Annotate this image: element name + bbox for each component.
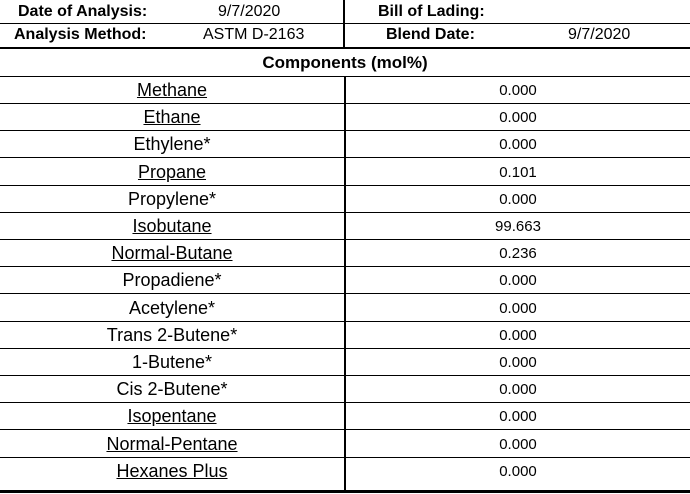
component-name bbox=[0, 403, 344, 430]
component-name bbox=[0, 349, 344, 376]
component-name-text: Trans 2-Butene* bbox=[106, 324, 238, 345]
component-value: 0.000 bbox=[499, 408, 537, 426]
component-name bbox=[0, 376, 344, 403]
component-value: 0.236 bbox=[499, 245, 537, 263]
component-name-text: Cis 2-Butene* bbox=[116, 379, 228, 400]
component-name-text: Propylene* bbox=[127, 188, 217, 209]
component-name bbox=[0, 458, 344, 485]
bill-of-lading-label: Bill of Lading: bbox=[378, 3, 485, 20]
component-name bbox=[0, 322, 344, 349]
blend-date-value: 9/7/2020 bbox=[568, 26, 631, 43]
components-title: Components (mol%) bbox=[262, 53, 428, 72]
header-column-divider bbox=[343, 0, 345, 49]
component-value: 0.000 bbox=[499, 272, 537, 290]
date-of-analysis-value: 9/7/2020 bbox=[218, 3, 281, 20]
component-value: 0.000 bbox=[499, 82, 537, 99]
component-value: 0.000 bbox=[499, 462, 537, 480]
component-value: 0.101 bbox=[499, 163, 537, 181]
component-name-text: Propane bbox=[137, 161, 207, 182]
component-value: 99.663 bbox=[495, 218, 541, 235]
component-name-text: Methane bbox=[136, 80, 208, 100]
header-divider bbox=[0, 23, 690, 24]
component-name-text: Ethane bbox=[143, 107, 201, 128]
table-column-divider bbox=[344, 77, 346, 492]
component-name bbox=[0, 77, 344, 104]
component-name bbox=[0, 159, 344, 186]
component-value: 0.000 bbox=[499, 190, 537, 208]
component-value: 0.000 bbox=[499, 381, 537, 399]
component-name bbox=[0, 267, 344, 294]
component-value: 0.000 bbox=[499, 435, 537, 453]
analysis-method-value: ASTM D-2163 bbox=[203, 26, 305, 43]
table-bottom-border bbox=[0, 490, 690, 493]
component-name-text: Acetylene* bbox=[128, 297, 216, 318]
component-value: 0.000 bbox=[499, 109, 537, 127]
analysis-method-label: Analysis Method: bbox=[14, 26, 147, 43]
component-value: 0.000 bbox=[499, 136, 537, 154]
component-name-text: Ethylene* bbox=[133, 134, 211, 155]
header-bottom-border bbox=[0, 47, 690, 49]
component-name-text: Hexanes Plus bbox=[116, 460, 228, 481]
component-name-text: Isopentane bbox=[127, 406, 217, 427]
component-name bbox=[0, 104, 344, 131]
component-name bbox=[0, 186, 344, 213]
component-value: 0.000 bbox=[499, 299, 537, 317]
component-name bbox=[0, 431, 344, 458]
component-name bbox=[0, 240, 344, 267]
component-name-text: Normal-Butane bbox=[111, 243, 233, 264]
component-name-text: 1-Butene* bbox=[131, 352, 213, 372]
component-name-text: Isobutane bbox=[132, 216, 212, 236]
component-value: 0.000 bbox=[499, 326, 537, 344]
component-name-text: Propadiene* bbox=[122, 270, 222, 291]
component-name bbox=[0, 295, 344, 322]
blend-date-label: Blend Date: bbox=[386, 26, 475, 43]
component-name bbox=[0, 213, 344, 240]
component-name-text: Normal-Pentane bbox=[106, 433, 238, 454]
component-name bbox=[0, 131, 344, 158]
date-of-analysis-label: Date of Analysis: bbox=[18, 3, 148, 20]
component-value: 0.000 bbox=[499, 354, 537, 371]
